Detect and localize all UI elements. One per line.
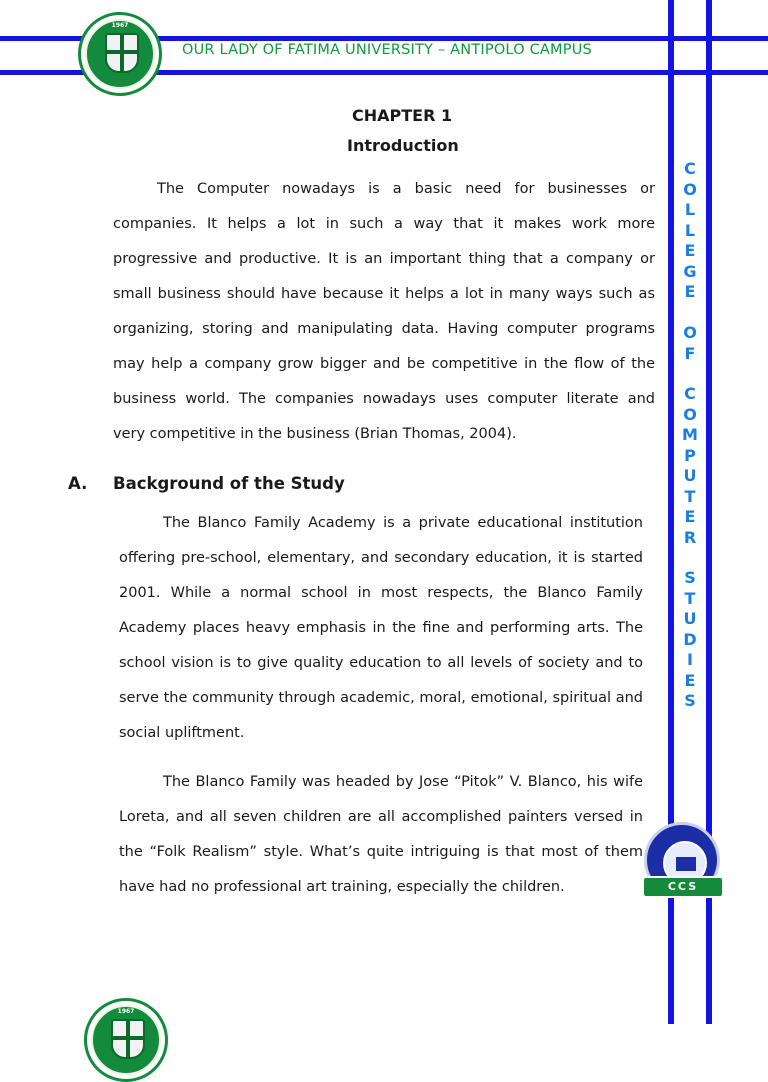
sidebar-word-of: O F (683, 323, 697, 363)
footer-university-seal-icon: 1967 (84, 998, 168, 1082)
seal-year: 1967 (111, 22, 129, 29)
sidebar-word-college: C O L L E G E (683, 159, 697, 301)
university-header: OUR LADY OF FATIMA UNIVERSITY – ANTIPOLO CAMPUS (182, 42, 592, 58)
sidebar-word-computer: C O M P U T E R (682, 384, 698, 547)
intro-paragraph: The Computer nowadays is a basic need for businesses or companies. It helps a lot in such a way that it makes work more progressive and productive. It is an important thing that a company or small business should have because it helps a lot in many ways such as organizing, storing and manipulating data. Having computer programs may help a company grow bigger and be competitive in the flow of the business world. The companies nowadays uses computer literate and very competitive in the business (Brian Thomas, 2004). (113, 181, 655, 442)
section-title: Background of the Study (113, 474, 345, 493)
chapter-title: Introduction (347, 136, 459, 155)
sidebar-word-studies: S T U D I E S (683, 568, 697, 710)
college-seal-icon: CCS (642, 820, 724, 904)
background-paragraph-1: The Blanco Family Academy is a private educational institution offering pre-school, elementary, and secondary education, it is started 2001. While a normal school in most respects, the Blanco Family Academy places heavy emphasis in the fine and performing arts. The school vision is to give quality education to all levels of society and to serve the community through academic, moral, emotional, spiritual and social upliftment. (119, 515, 643, 741)
chapter-heading: CHAPTER 1 (352, 106, 453, 125)
university-seal-icon (78, 12, 162, 96)
background-paragraph-2: The Blanco Family was headed by Jose “Pitok” V. Blanco, his wife Loreta, and all seven children are all accomplished painters versed in the “Folk Realism” style. What’s quite intriguing is that most of them have had no professional art training, especially the children. (119, 774, 643, 895)
section-label: A. (68, 474, 88, 493)
